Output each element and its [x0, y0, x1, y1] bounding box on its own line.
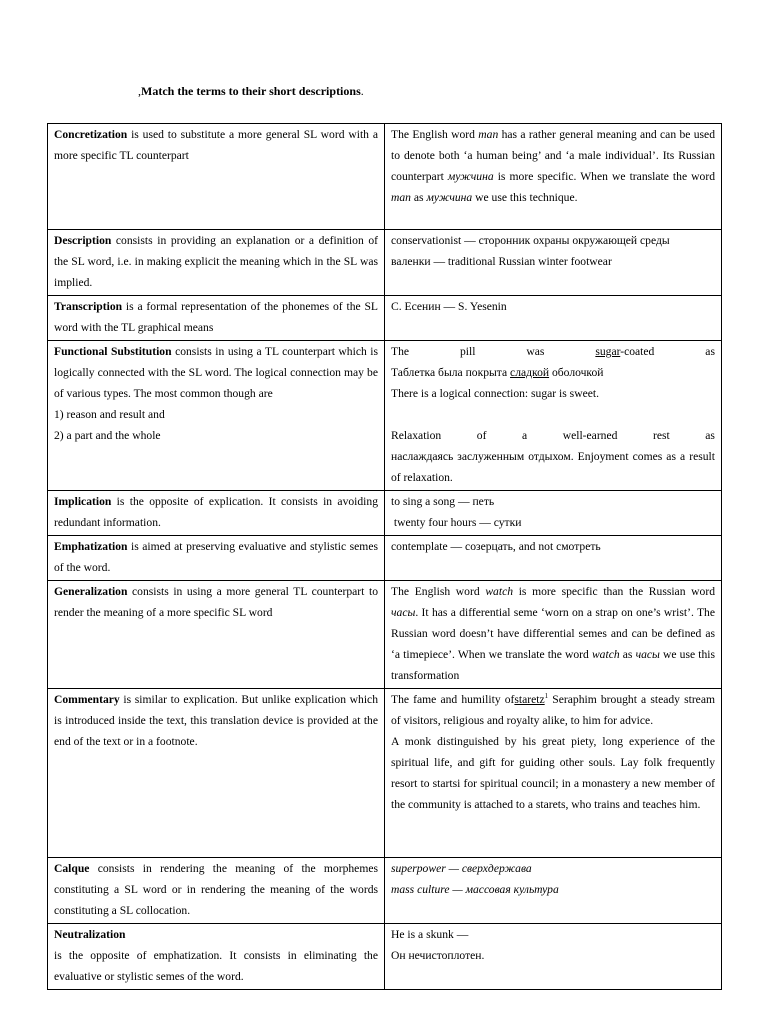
example-text: оболочкой [549, 366, 604, 379]
heading-suffix: . [360, 84, 364, 98]
term-cell [48, 341, 385, 491]
example-word: Relaxation [391, 429, 442, 442]
term-definition: is a formal representation of the phonemes of the SL word with the TL graphical means [54, 300, 378, 334]
term-cell [48, 536, 385, 581]
term-cell [48, 124, 385, 230]
term-definition: is aimed at preserving evaluative and stylistic semes of the word. [54, 540, 378, 574]
example-text: we use this transformation [391, 648, 715, 682]
example-line: валенки — traditional Russian winter footwear [391, 255, 612, 268]
term-name: Commentary [54, 693, 120, 706]
example-text: The English word [391, 585, 486, 598]
example-text: Таблетка была покрыта [391, 366, 511, 379]
example-line: He is a skunk — [391, 928, 469, 941]
example-line: contemplate — созерцать, and not смотреть [391, 540, 601, 553]
term-name: Functional Substitution [54, 345, 172, 358]
table-row [48, 230, 722, 296]
example-line: наслаждаясь заслуженным отдыхом. Enjoyment comes as a result of relaxation. [391, 450, 715, 484]
term-definition: is the opposite of explication. It consists in avoiding redundant information. [54, 495, 378, 529]
example-underlined: staretz [514, 693, 545, 706]
example-cell [385, 858, 722, 924]
example-italic: мужчина [447, 170, 494, 183]
term-definition: is used to substitute a more general SL word with a more specific TL counterpart [54, 128, 378, 162]
term-name: Generalization [54, 585, 128, 598]
table-row [48, 296, 722, 341]
example-cell [385, 296, 722, 341]
example-underlined: сладкой [510, 366, 550, 379]
example-text: is more specific. When we translate the word [493, 170, 715, 183]
table-row [48, 124, 722, 230]
list-item: 2) a part and the whole [54, 429, 161, 442]
example-line: С. Есенин — S. Yesenin [391, 300, 507, 313]
table-row [48, 924, 722, 990]
example-cell [385, 124, 722, 230]
example-word: well-earned [562, 429, 618, 442]
example-text: Seraphim brought a steady stream of visitors, religious and royalty alike, to him for advice. [391, 693, 715, 727]
example-line: There is a logical connection: sugar is sweet. [391, 387, 599, 400]
example-word: pill [459, 345, 476, 358]
example-line: Он нечистоплотен. [391, 949, 485, 962]
footnote-marker[interactable]: 1 [544, 692, 549, 701]
example-italic: man [478, 128, 499, 141]
example-italic: часы [391, 606, 416, 619]
term-definition: consists in providing an explanation or a definition of the SL word, i.e. in making explicit the meaning which in the SL was implied. [54, 234, 378, 289]
term-name: Emphatization [54, 540, 128, 553]
term-definition: consists in using a TL counterpart which is logically connected with the SL word. The logical connection may be of various types. The most common though are [54, 345, 378, 400]
example-line [391, 362, 715, 383]
list-item: 1) reason and result and [54, 408, 165, 421]
table-row [48, 536, 722, 581]
term-cell [48, 296, 385, 341]
example-italic: watch [485, 585, 514, 598]
example-cell [385, 341, 722, 491]
example-line: conservationist — сторонник охраны окружающей среды [391, 234, 670, 247]
example-line: to sing a song — петь [391, 495, 495, 508]
term-definition: is similar to explication. But unlike explication which is introduced inside the text, this translation device is provided at the end of the text or in a footnote. [54, 693, 378, 748]
table-row [48, 689, 722, 858]
example-cell [385, 230, 722, 296]
example-italic: watch [591, 648, 620, 661]
term-definition: is the opposite of emphatization. It consists in eliminating the evaluative or stylistic semes of the word. [54, 949, 378, 983]
heading-prefix: , [138, 84, 141, 98]
example-line: twenty four hours — сутки [391, 516, 522, 529]
term-name: Concretization [54, 128, 128, 141]
example-text: . It has a differential seme ‘worn on a strap on one’s wrist’. The Russian word doesn’t have differential semes and can be defined as ‘a timepiece’. When we translate the word [391, 606, 715, 661]
example-word: of [476, 429, 487, 442]
example-italic: man [391, 191, 411, 204]
term-name: Neutralization [54, 928, 126, 941]
example-word [595, 341, 654, 362]
term-name: Implication [54, 495, 112, 508]
term-cell [48, 858, 385, 924]
example-cell [385, 536, 722, 581]
example-text: -coated [620, 345, 655, 358]
example-underlined: sugar [595, 345, 621, 358]
table-row [48, 341, 722, 491]
term-cell [48, 581, 385, 689]
heading-text: Match the terms to their short descriptions [141, 84, 361, 98]
example-text: as [410, 191, 427, 204]
example-line: mass culture — массовая культура [391, 883, 559, 896]
example-word: was [526, 345, 545, 358]
example-cell [385, 581, 722, 689]
term-cell [48, 230, 385, 296]
example-italic: часы [635, 648, 660, 661]
example-word: The [391, 345, 410, 358]
example-text: has a rather general meaning and can be used to denote both ‘a human being’ and ‘a male individual’. Its Russian counterpart [391, 128, 715, 183]
example-word: as [705, 345, 715, 358]
example-line [391, 425, 715, 446]
example-paragraph: A monk distinguished by his great piety, long experience of the spiritual life, and gift for guiding other souls. Lay folk frequently resort to startsi for spiritual council; in a monastery a new member of the community is attached to a starets, who trains and teaches him. [391, 735, 715, 811]
terms-table [47, 123, 722, 990]
term-cell [48, 689, 385, 858]
term-definition: consists in using a more general TL counterpart to render the meaning of a more specific SL word [54, 585, 378, 619]
example-cell [385, 689, 722, 858]
example-word: rest [652, 429, 670, 442]
example-line [391, 341, 715, 362]
blank-line [391, 404, 715, 425]
table-row [48, 491, 722, 536]
term-cell [48, 491, 385, 536]
page-heading [138, 84, 364, 99]
example-text: The fame and humility of [391, 693, 515, 706]
example-line: superpower — сверхдержава [391, 862, 532, 875]
term-name: Calque [54, 862, 90, 875]
example-text: we use this technique. [472, 191, 578, 204]
example-word: a [522, 429, 528, 442]
example-text: is more specific than the Russian word [513, 585, 716, 598]
example-italic: мужчина [426, 191, 473, 204]
term-cell [48, 924, 385, 990]
term-name: Description [54, 234, 112, 247]
example-cell [385, 491, 722, 536]
term-name: Transcription [54, 300, 123, 313]
example-word: as [705, 429, 715, 442]
example-text: as [619, 648, 636, 661]
term-definition: consists in rendering the meaning of the morphemes constituting a SL word or in rendering the meaning of the words constituting a SL collocation. [54, 862, 378, 917]
table-row [48, 858, 722, 924]
example-paragraph [391, 689, 715, 731]
table-row [48, 581, 722, 689]
example-text: The English word [391, 128, 479, 141]
example-cell [385, 924, 722, 990]
